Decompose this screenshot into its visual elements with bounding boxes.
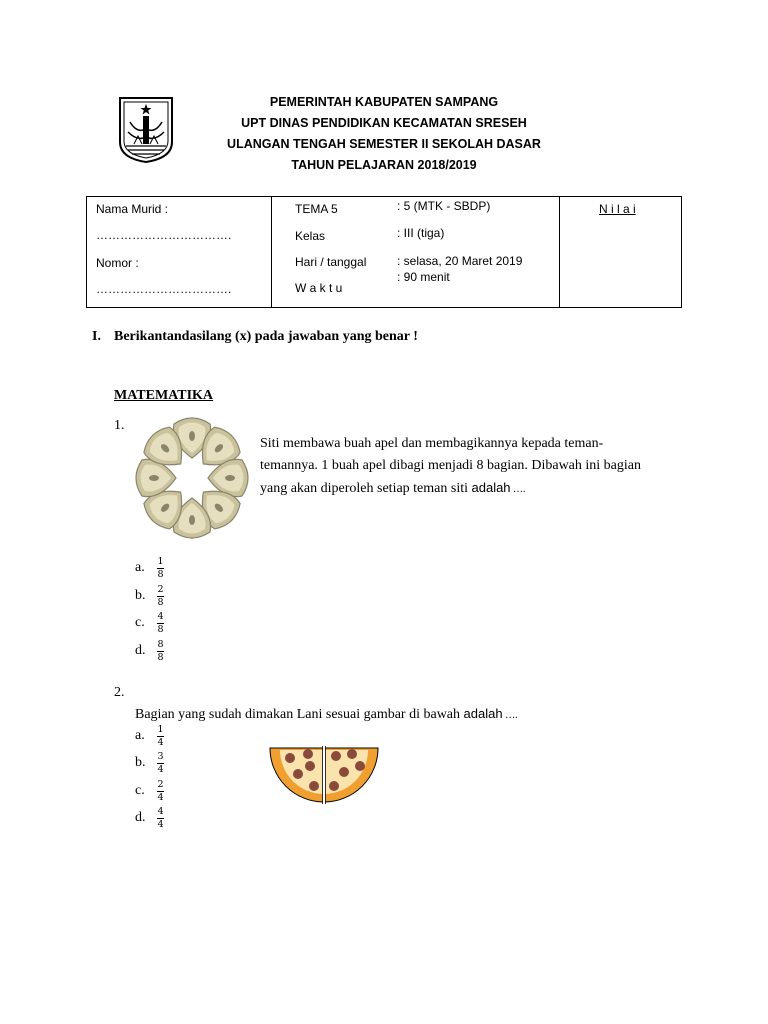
q1-option-a[interactable] bbox=[135, 555, 164, 581]
question-2-line-text: Bagian yang sudah dimakan Lani sesuai gambar di bawah bbox=[135, 707, 464, 722]
option-letter: a. bbox=[135, 728, 145, 743]
question-1-dots: …. bbox=[510, 484, 526, 495]
score-label: N i l a i bbox=[599, 202, 636, 216]
class-value: : III (tiga) bbox=[397, 226, 445, 240]
question-1-number: 1. bbox=[114, 418, 125, 433]
option-fraction bbox=[157, 640, 164, 663]
header-exam-title: ULANGAN TENGAH SEMESTER II SEKOLAH DASAR bbox=[227, 137, 541, 151]
option-letter: c. bbox=[135, 783, 145, 798]
pizza-topping bbox=[347, 749, 357, 759]
pizza-half-icon bbox=[268, 744, 380, 810]
numerator: 1 bbox=[157, 555, 164, 567]
q2-option-d[interactable] bbox=[135, 805, 164, 831]
option-fraction bbox=[157, 780, 164, 803]
student-number-label: Nomor : bbox=[96, 256, 139, 270]
theme-value: : 5 (MTK - SBDP) bbox=[397, 199, 491, 213]
option-letter: d. bbox=[135, 810, 146, 825]
header-school-year: TAHUN PELAJARAN 2018/2019 bbox=[291, 158, 477, 172]
student-name-field[interactable]: ……………………………. bbox=[96, 228, 232, 242]
q2-option-b[interactable] bbox=[135, 750, 164, 776]
numerator: 4 bbox=[157, 610, 164, 622]
denominator: 8 bbox=[157, 568, 164, 580]
question-1-line-text: yang akan diperoleh setiap teman siti bbox=[260, 481, 472, 496]
option-letter: b. bbox=[135, 755, 146, 770]
header-department: UPT DINAS PENDIDIKAN KECAMATAN SRESEH bbox=[241, 116, 527, 130]
numerator: 1 bbox=[157, 723, 164, 735]
numerator: 8 bbox=[157, 638, 164, 650]
question-2-number: 2. bbox=[114, 685, 125, 700]
denominator: 4 bbox=[157, 791, 164, 803]
numerator: 4 bbox=[157, 805, 164, 817]
question-1-adalah: adalah bbox=[471, 480, 511, 495]
class-label: Kelas bbox=[295, 229, 326, 243]
date-label: Hari / tanggal bbox=[295, 255, 367, 269]
option-fraction bbox=[157, 752, 164, 775]
denominator: 4 bbox=[157, 818, 164, 830]
question-1-text bbox=[260, 433, 690, 501]
denominator: 4 bbox=[157, 736, 164, 748]
denominator: 8 bbox=[157, 651, 164, 663]
section-instruction bbox=[92, 329, 418, 345]
q1-option-d[interactable] bbox=[135, 638, 164, 664]
pizza-topping bbox=[285, 753, 295, 763]
student-info-table bbox=[86, 196, 682, 308]
section-number: I. bbox=[92, 329, 101, 344]
q2-option-c[interactable] bbox=[135, 778, 164, 804]
pizza-topping bbox=[309, 781, 319, 791]
table-divider bbox=[559, 197, 560, 307]
pizza-topping bbox=[329, 781, 339, 791]
denominator: 8 bbox=[157, 623, 164, 635]
numerator: 2 bbox=[157, 583, 164, 595]
pizza-topping bbox=[293, 769, 303, 779]
q1-option-c[interactable] bbox=[135, 610, 164, 636]
option-fraction bbox=[157, 725, 164, 748]
q1-option-b[interactable] bbox=[135, 583, 164, 609]
option-fraction bbox=[157, 585, 164, 608]
question-2-text bbox=[135, 703, 695, 727]
subject-title: MATEMATIKA bbox=[114, 388, 214, 403]
question-2-dots: …. bbox=[502, 710, 518, 721]
pizza-topping bbox=[355, 761, 365, 771]
pizza-topping bbox=[305, 761, 315, 771]
apple-slices-icon bbox=[134, 414, 250, 542]
time-label: W a k t u bbox=[295, 281, 343, 295]
table-divider bbox=[271, 197, 272, 307]
question-1-line bbox=[260, 477, 690, 501]
denominator: 8 bbox=[157, 596, 164, 608]
option-letter: c. bbox=[135, 615, 145, 630]
student-number-field[interactable]: ……………………………. bbox=[96, 282, 232, 296]
numerator: 2 bbox=[157, 778, 164, 790]
pizza-topping bbox=[339, 767, 349, 777]
student-name-label: Nama Murid : bbox=[96, 202, 169, 216]
option-letter: d. bbox=[135, 643, 146, 658]
question-1-line: temannya. 1 buah apel dibagi menjadi 8 bagian. Dibawah ini bagian bbox=[260, 458, 641, 473]
option-fraction bbox=[157, 807, 164, 830]
date-value: : selasa, 20 Maret 2019 bbox=[397, 254, 523, 268]
instruction-text: Berikantandasilang (x) pada jawaban yang benar ! bbox=[114, 329, 418, 344]
time-value: : 90 menit bbox=[397, 270, 450, 284]
option-fraction bbox=[157, 612, 164, 635]
question-2-adalah: adalah bbox=[463, 706, 503, 721]
option-fraction bbox=[157, 557, 164, 580]
option-letter: b. bbox=[135, 588, 146, 603]
theme-label: TEMA 5 bbox=[295, 202, 338, 216]
question-1-line: Siti membawa buah apel dan membagikannya kepada teman- bbox=[260, 436, 604, 451]
q2-option-a[interactable] bbox=[135, 723, 164, 749]
pizza-topping bbox=[303, 749, 313, 759]
pizza-topping bbox=[331, 751, 341, 761]
option-letter: a. bbox=[135, 560, 145, 575]
denominator: 4 bbox=[157, 763, 164, 775]
numerator: 3 bbox=[157, 750, 164, 762]
header-government: PEMERINTAH KABUPATEN SAMPANG bbox=[269, 95, 499, 109]
